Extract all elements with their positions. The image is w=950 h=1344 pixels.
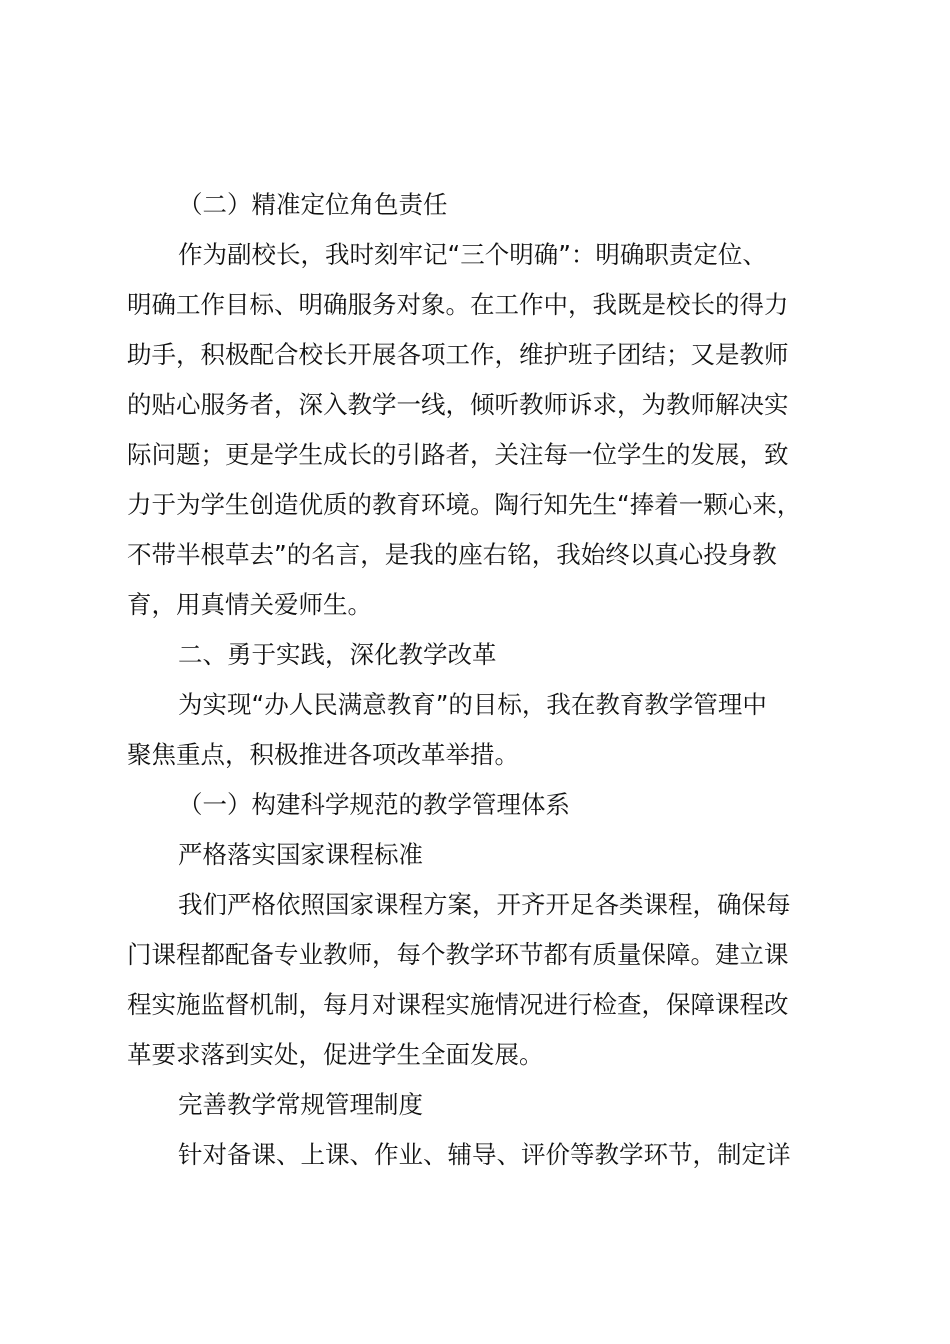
paragraph-line: 门课程都配备专业教师，每个教学环节都有质量保障。建立课 — [127, 940, 789, 969]
paragraph-line: 不带半根草去”的名言，是我的座右铭，我始终以真心投身教 — [127, 540, 777, 569]
paragraph-line: 为实现“办人民满意教育”的目标，我在教育教学管理中 — [178, 690, 767, 719]
subheading-curriculum-standard: 严格落实国家课程标准 — [178, 840, 423, 869]
paragraph-line: 革要求落到实处，促进学生全面发展。 — [127, 1040, 544, 1069]
section-heading-role-responsibility: （二）精准定位角色责任 — [178, 190, 448, 219]
paragraph-line: 育，用真情关爱师生。 — [127, 590, 372, 619]
paragraph-line: 明确工作目标、明确服务对象。在工作中，我既是校长的得力 — [127, 290, 789, 319]
paragraph-line: 聚焦重点，积极推进各项改革举措。 — [127, 740, 519, 769]
paragraph-line: 际问题；更是学生成长的引路者，关注每一位学生的发展，致 — [127, 440, 789, 469]
paragraph-line: 程实施监督机制，每月对课程实施情况进行检查，保障课程改 — [127, 990, 789, 1019]
subheading-routine-management: 完善教学常规管理制度 — [178, 1090, 423, 1119]
paragraph-line: 力于为学生创造优质的教育环境。陶行知先生“捧着一颗心来， — [127, 490, 802, 519]
paragraph-line: 针对备课、上课、作业、辅导、评价等教学环节，制定详 — [178, 1140, 791, 1169]
paragraph-line: 的贴心服务者，深入教学一线，倾听教师诉求，为教师解决实 — [127, 390, 789, 419]
paragraph-line: 作为副校长，我时刻牢记“三个明确”：明确职责定位、 — [178, 240, 767, 269]
subsection-heading-management-system: （一）构建科学规范的教学管理体系 — [178, 790, 570, 819]
paragraph-line: 助手，积极配合校长开展各项工作，维护班子团结；又是教师 — [127, 340, 789, 369]
section-heading-teaching-reform: 二、勇于实践，深化教学改革 — [178, 640, 497, 669]
paragraph-line: 我们严格依照国家课程方案，开齐开足各类课程，确保每 — [178, 890, 791, 919]
